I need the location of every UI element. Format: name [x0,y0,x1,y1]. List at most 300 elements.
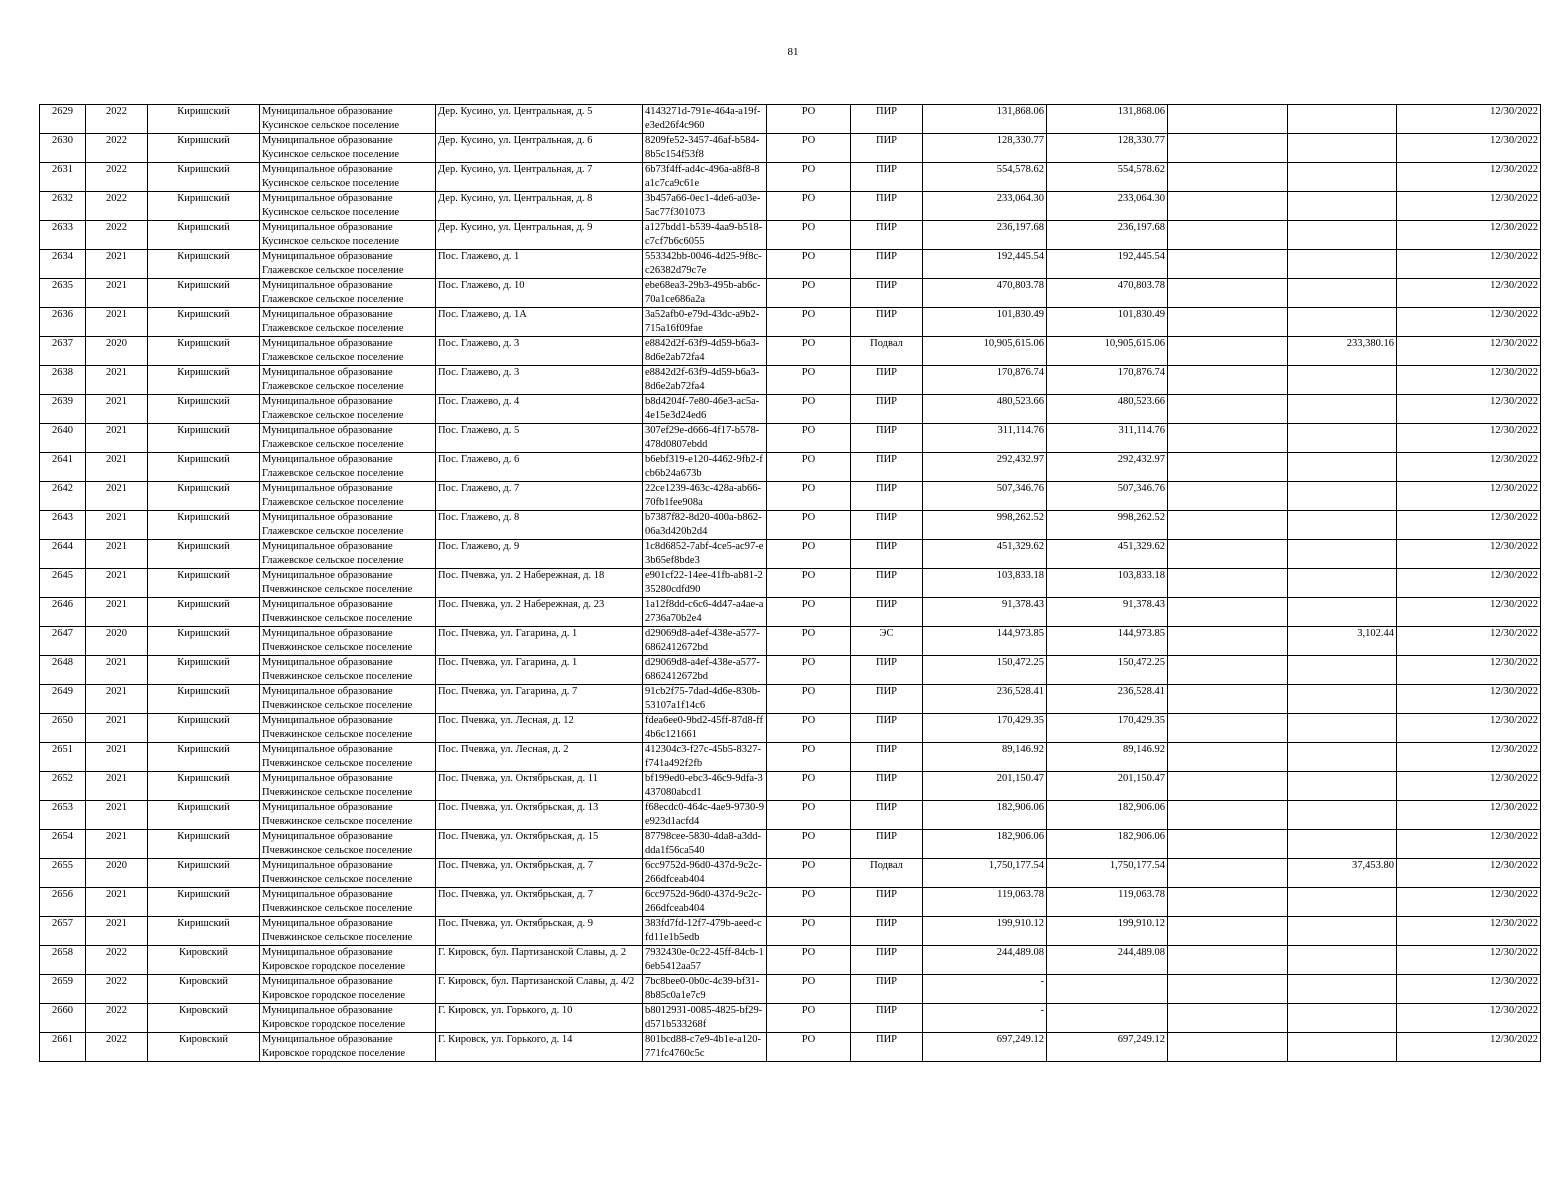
cell-address: Пос. Глажево, д. 5 [436,424,643,453]
cell-amount-3 [1168,946,1288,975]
cell-fund: РО [767,424,851,453]
municipality-type: Муниципальное образование [262,483,393,494]
table-row [40,395,1541,424]
cell-district: Киришский [148,917,260,946]
cell-amount-4 [1288,163,1397,192]
cell-municipality [260,192,436,221]
cell-district: Киришский [148,105,260,134]
municipality-type: Муниципальное образование [262,309,393,320]
cell-amount-4 [1288,1004,1397,1033]
table-row [40,627,1541,656]
cell-work-type: ПИР [851,221,923,250]
cell-work-type: ПИР [851,772,923,801]
cell-address: Пос. Пчевжа, ул. Октябрьская, д. 11 [436,772,643,801]
cell-address: Пос. Глажево, д. 8 [436,511,643,540]
cell-amount-3 [1168,656,1288,685]
cell-district: Киришский [148,192,260,221]
cell-year: 2021 [86,743,148,772]
cell-row-number: 2652 [40,772,86,801]
cell-district: Киришский [148,569,260,598]
cell-amount-3 [1168,888,1288,917]
table-row [40,569,1541,598]
cell-year: 2021 [86,540,148,569]
municipality-name: Пчевжинское сельское поселение [262,729,413,740]
cell-amount-2: 182,906.06 [1047,801,1168,830]
cell-district: Киришский [148,598,260,627]
cell-date: 12/30/2022 [1397,917,1541,946]
cell-address: Пос. Глажево, д. 4 [436,395,643,424]
cell-fund: РО [767,134,851,163]
cell-amount-2: 236,528.41 [1047,685,1168,714]
cell-amount-3 [1168,453,1288,482]
cell-work-type: ПИР [851,250,923,279]
cell-amount-4 [1288,656,1397,685]
cell-district: Киришский [148,511,260,540]
cell-amount-1: 451,329.62 [923,540,1047,569]
cell-year: 2022 [86,1033,148,1062]
cell-amount-1: 233,064.30 [923,192,1047,221]
cell-fund: РО [767,453,851,482]
cell-date: 12/30/2022 [1397,1033,1541,1062]
cell-amount-2: 144,973.85 [1047,627,1168,656]
cell-amount-3 [1168,1004,1288,1033]
municipality-type: Муниципальное образование [262,512,393,523]
cell-date: 12/30/2022 [1397,859,1541,888]
municipality-name: Пчевжинское сельское поселение [262,700,413,711]
cell-date: 12/30/2022 [1397,424,1541,453]
cell-amount-3 [1168,598,1288,627]
municipality-type: Муниципальное образование [262,251,393,262]
cell-fund: РО [767,337,851,366]
cell-address: Пос. Глажево, д. 3 [436,337,643,366]
cell-amount-4 [1288,366,1397,395]
municipality-name: Глажевское сельское поселение [262,439,404,450]
cell-fund: РО [767,859,851,888]
cell-amount-1: 131,868.06 [923,105,1047,134]
cell-amount-1: 182,906.06 [923,801,1047,830]
municipality-type: Муниципальное образование [262,164,393,175]
cell-year: 2022 [86,946,148,975]
cell-address: Пос. Глажево, д. 7 [436,482,643,511]
cell-house-guid: 383fd7fd-12f7-479b-aeed-cfd11e1b5edb [643,917,767,946]
cell-date: 12/30/2022 [1397,975,1541,1004]
cell-amount-4 [1288,221,1397,250]
cell-address: Г. Кировск, ул. Горького, д. 14 [436,1033,643,1062]
cell-work-type: ПИР [851,511,923,540]
cell-amount-4 [1288,917,1397,946]
cell-amount-3 [1168,685,1288,714]
cell-municipality [260,714,436,743]
cell-fund: РО [767,830,851,859]
registry-table [39,104,1541,1062]
cell-date: 12/30/2022 [1397,598,1541,627]
cell-municipality [260,221,436,250]
municipality-name: Кировское городское поселение [262,990,406,1001]
cell-district: Киришский [148,308,260,337]
cell-year: 2022 [86,163,148,192]
cell-amount-4 [1288,482,1397,511]
cell-amount-2 [1047,1004,1168,1033]
cell-row-number: 2643 [40,511,86,540]
municipality-type: Муниципальное образование [262,628,393,639]
cell-address: Пос. Пчевжа, ул. Гагарина, д. 1 [436,627,643,656]
municipality-type: Муниципальное образование [262,106,393,117]
cell-municipality [260,685,436,714]
cell-date: 12/30/2022 [1397,395,1541,424]
cell-year: 2022 [86,1004,148,1033]
municipality-name: Глажевское сельское поселение [262,555,404,566]
cell-amount-2: 311,114.76 [1047,424,1168,453]
cell-amount-4 [1288,569,1397,598]
municipality-name: Пчевжинское сельское поселение [262,671,413,682]
municipality-type: Муниципальное образование [262,889,393,900]
cell-row-number: 2642 [40,482,86,511]
municipality-type: Муниципальное образование [262,570,393,581]
cell-year: 2021 [86,308,148,337]
cell-amount-2: 103,833.18 [1047,569,1168,598]
table-row [40,656,1541,685]
municipality-name: Пчевжинское сельское поселение [262,874,413,885]
cell-amount-4 [1288,685,1397,714]
cell-house-guid: ebe68ea3-29b3-495b-ab6c-70a1ce686a2a [643,279,767,308]
cell-district: Киришский [148,482,260,511]
cell-year: 2021 [86,395,148,424]
cell-house-guid: e8842d2f-63f9-4d59-b6a3-8d6e2ab72fa4 [643,366,767,395]
cell-amount-3 [1168,801,1288,830]
cell-district: Киришский [148,714,260,743]
cell-house-guid: d29069d8-a4ef-438e-a577-6862412672bd [643,656,767,685]
cell-address: Пос. Пчевжа, ул. Октябрьская, д. 13 [436,801,643,830]
cell-district: Кировский [148,975,260,1004]
cell-year: 2022 [86,134,148,163]
cell-address: Пос. Глажево, д. 1 [436,250,643,279]
cell-amount-4 [1288,1033,1397,1062]
cell-fund: РО [767,917,851,946]
table-row [40,511,1541,540]
cell-row-number: 2658 [40,946,86,975]
cell-amount-2: 182,906.06 [1047,830,1168,859]
cell-address: Пос. Пчевжа, ул. Октябрьская, д. 7 [436,888,643,917]
municipality-type: Муниципальное образование [262,541,393,552]
cell-amount-1: 311,114.76 [923,424,1047,453]
cell-amount-4: 37,453.80 [1288,859,1397,888]
cell-amount-3 [1168,569,1288,598]
cell-year: 2020 [86,859,148,888]
cell-municipality [260,453,436,482]
cell-amount-4: 3,102.44 [1288,627,1397,656]
table-row [40,830,1541,859]
cell-house-guid: 307ef29e-d666-4f17-b578-478d0807ebdd [643,424,767,453]
cell-address: Пос. Пчевжа, ул. Лесная, д. 2 [436,743,643,772]
cell-row-number: 2654 [40,830,86,859]
cell-row-number: 2655 [40,859,86,888]
cell-fund: РО [767,1004,851,1033]
cell-district: Киришский [148,221,260,250]
municipality-name: Кировское городское поселение [262,1048,406,1059]
cell-amount-4 [1288,134,1397,163]
municipality-name: Глажевское сельское поселение [262,294,404,305]
cell-municipality [260,105,436,134]
cell-fund: РО [767,743,851,772]
cell-district: Киришский [148,395,260,424]
cell-fund: РО [767,482,851,511]
cell-district: Киришский [148,772,260,801]
cell-amount-3 [1168,830,1288,859]
cell-address: Пос. Пчевжа, ул. 2 Набережная, д. 23 [436,598,643,627]
cell-amount-3 [1168,1033,1288,1062]
cell-date: 12/30/2022 [1397,250,1541,279]
cell-amount-2: 470,803.78 [1047,279,1168,308]
cell-date: 12/30/2022 [1397,888,1541,917]
cell-amount-1: 170,876.74 [923,366,1047,395]
municipality-type: Муниципальное образование [262,715,393,726]
cell-district: Кировский [148,1004,260,1033]
cell-row-number: 2646 [40,598,86,627]
cell-date: 12/30/2022 [1397,192,1541,221]
municipality-type: Муниципальное образование [262,454,393,465]
cell-house-guid: a127bdd1-b539-4aa9-b518-c7cf7b6c6055 [643,221,767,250]
municipality-name: Глажевское сельское поселение [262,497,404,508]
cell-house-guid: fdea6ee0-9bd2-45ff-87d8-ff4b6c121661 [643,714,767,743]
cell-year: 2021 [86,250,148,279]
table-row [40,888,1541,917]
municipality-name: Глажевское сельское поселение [262,526,404,537]
cell-year: 2021 [86,917,148,946]
cell-year: 2021 [86,801,148,830]
cell-year: 2020 [86,627,148,656]
cell-year: 2021 [86,366,148,395]
table-row [40,192,1541,221]
cell-amount-1: 292,432.97 [923,453,1047,482]
cell-address: Дер. Кусино, ул. Центральная, д. 9 [436,221,643,250]
cell-work-type: ПИР [851,308,923,337]
cell-amount-3 [1168,308,1288,337]
cell-amount-2: 89,146.92 [1047,743,1168,772]
cell-house-guid: e8842d2f-63f9-4d59-b6a3-8d6e2ab72fa4 [643,337,767,366]
cell-amount-1: 10,905,615.06 [923,337,1047,366]
cell-district: Киришский [148,250,260,279]
cell-amount-3 [1168,859,1288,888]
cell-amount-2: 131,868.06 [1047,105,1168,134]
cell-house-guid: e901cf22-14ee-41fb-ab81-235280cdfd90 [643,569,767,598]
cell-amount-4 [1288,105,1397,134]
cell-municipality [260,308,436,337]
cell-row-number: 2634 [40,250,86,279]
cell-district: Киришский [148,830,260,859]
cell-address: Пос. Пчевжа, ул. Лесная, д. 12 [436,714,643,743]
cell-district: Киришский [148,337,260,366]
table-row [40,743,1541,772]
cell-year: 2022 [86,221,148,250]
cell-district: Киришский [148,743,260,772]
cell-amount-3 [1168,627,1288,656]
table-row [40,424,1541,453]
cell-date: 12/30/2022 [1397,482,1541,511]
cell-house-guid: bf199ed0-ebc3-46c9-9dfa-3437080abcd1 [643,772,767,801]
cell-municipality [260,569,436,598]
cell-row-number: 2649 [40,685,86,714]
cell-work-type: ПИР [851,685,923,714]
cell-amount-1: 201,150.47 [923,772,1047,801]
cell-amount-4: 233,380.16 [1288,337,1397,366]
cell-municipality [260,598,436,627]
cell-year: 2021 [86,453,148,482]
cell-house-guid: d29069d8-a4ef-438e-a577-6862412672bd [643,627,767,656]
cell-work-type: ПИР [851,569,923,598]
cell-address: Пос. Глажево, д. 6 [436,453,643,482]
cell-row-number: 2632 [40,192,86,221]
municipality-type: Муниципальное образование [262,425,393,436]
municipality-type: Муниципальное образование [262,773,393,784]
municipality-type: Муниципальное образование [262,367,393,378]
table-row [40,801,1541,830]
cell-fund: РО [767,656,851,685]
municipality-type: Муниципальное образование [262,1005,393,1016]
cell-amount-3 [1168,511,1288,540]
cell-municipality [260,337,436,366]
cell-fund: РО [767,221,851,250]
cell-year: 2022 [86,975,148,1004]
cell-year: 2020 [86,337,148,366]
cell-amount-2: 1,750,177.54 [1047,859,1168,888]
municipality-type: Муниципальное образование [262,947,393,958]
cell-row-number: 2641 [40,453,86,482]
cell-fund: РО [767,685,851,714]
cell-municipality [260,975,436,1004]
cell-date: 12/30/2022 [1397,163,1541,192]
cell-district: Киришский [148,685,260,714]
table-row [40,859,1541,888]
cell-work-type: ПИР [851,192,923,221]
cell-municipality [260,250,436,279]
cell-fund: РО [767,308,851,337]
cell-row-number: 2647 [40,627,86,656]
cell-amount-2: 91,378.43 [1047,598,1168,627]
cell-work-type: ПИР [851,453,923,482]
cell-row-number: 2657 [40,917,86,946]
municipality-name: Пчевжинское сельское поселение [262,584,413,595]
cell-fund: РО [767,540,851,569]
cell-house-guid: 91cb2f75-7dad-4d6e-830b-53107a1f14c6 [643,685,767,714]
cell-work-type: ПИР [851,946,923,975]
cell-row-number: 2633 [40,221,86,250]
cell-address: Пос. Пчевжа, ул. Октябрьская, д. 15 [436,830,643,859]
cell-amount-2: 236,197.68 [1047,221,1168,250]
cell-work-type: ПИР [851,743,923,772]
cell-fund: РО [767,888,851,917]
cell-date: 12/30/2022 [1397,221,1541,250]
cell-fund: РО [767,105,851,134]
cell-date: 12/30/2022 [1397,453,1541,482]
cell-amount-1: 119,063.78 [923,888,1047,917]
cell-municipality [260,656,436,685]
municipality-name: Кировское городское поселение [262,961,406,972]
cell-work-type: ПИР [851,598,923,627]
municipality-type: Муниципальное образование [262,599,393,610]
cell-address: Пос. Глажево, д. 1А [436,308,643,337]
cell-amount-1: 150,472.25 [923,656,1047,685]
cell-fund: РО [767,801,851,830]
cell-municipality [260,627,436,656]
cell-address: Дер. Кусино, ул. Центральная, д. 6 [436,134,643,163]
cell-amount-1: 998,262.52 [923,511,1047,540]
cell-date: 12/30/2022 [1397,308,1541,337]
cell-fund: РО [767,975,851,1004]
cell-district: Киришский [148,859,260,888]
cell-amount-2: 150,472.25 [1047,656,1168,685]
cell-work-type: ПИР [851,917,923,946]
cell-amount-4 [1288,975,1397,1004]
cell-work-type: ЭС [851,627,923,656]
table-row [40,221,1541,250]
cell-row-number: 2645 [40,569,86,598]
cell-amount-3 [1168,279,1288,308]
cell-fund: РО [767,627,851,656]
cell-work-type: ПИР [851,424,923,453]
table-row [40,714,1541,743]
municipality-type: Муниципальное образование [262,222,393,233]
table-row [40,917,1541,946]
cell-amount-2: 507,346.76 [1047,482,1168,511]
cell-amount-2: 128,330.77 [1047,134,1168,163]
cell-row-number: 2630 [40,134,86,163]
cell-house-guid: 87798cee-5830-4da8-a3dd-dda1f56ca540 [643,830,767,859]
cell-year: 2021 [86,598,148,627]
cell-row-number: 2651 [40,743,86,772]
cell-amount-4 [1288,946,1397,975]
cell-year: 2021 [86,685,148,714]
cell-municipality [260,772,436,801]
table-row [40,540,1541,569]
municipality-type: Муниципальное образование [262,280,393,291]
cell-amount-1: 554,578.62 [923,163,1047,192]
cell-fund: РО [767,163,851,192]
cell-row-number: 2638 [40,366,86,395]
cell-address: Г. Кировск, ул. Горького, д. 10 [436,1004,643,1033]
cell-amount-1: 182,906.06 [923,830,1047,859]
cell-amount-4 [1288,192,1397,221]
cell-fund: РО [767,279,851,308]
cell-fund: РО [767,946,851,975]
cell-house-guid: 4143271d-791e-464a-a19f-e3ed26f4c960 [643,105,767,134]
cell-amount-2: 480,523.66 [1047,395,1168,424]
cell-district: Киришский [148,366,260,395]
cell-district: Киришский [148,424,260,453]
municipality-name: Пчевжинское сельское поселение [262,816,413,827]
cell-amount-4 [1288,279,1397,308]
cell-house-guid: 801bcd88-c7e9-4b1e-a120-771fc4760c5c [643,1033,767,1062]
cell-address: Пос. Пчевжа, ул. Октябрьская, д. 7 [436,859,643,888]
cell-district: Кировский [148,1033,260,1062]
cell-municipality [260,511,436,540]
cell-year: 2021 [86,279,148,308]
cell-amount-2: 244,489.08 [1047,946,1168,975]
cell-year: 2021 [86,569,148,598]
cell-address: Пос. Пчевжа, ул. Гагарина, д. 1 [436,656,643,685]
cell-amount-3 [1168,540,1288,569]
municipality-type: Муниципальное образование [262,686,393,697]
municipality-name: Глажевское сельское поселение [262,323,404,334]
cell-work-type: ПИР [851,1004,923,1033]
cell-row-number: 2661 [40,1033,86,1062]
municipality-type: Муниципальное образование [262,976,393,987]
cell-year: 2022 [86,105,148,134]
cell-date: 12/30/2022 [1397,772,1541,801]
cell-address: Пос. Пчевжа, ул. 2 Набережная, д. 18 [436,569,643,598]
table-row [40,685,1541,714]
cell-amount-2: 101,830.49 [1047,308,1168,337]
municipality-name: Кусинское сельское поселение [262,178,400,189]
